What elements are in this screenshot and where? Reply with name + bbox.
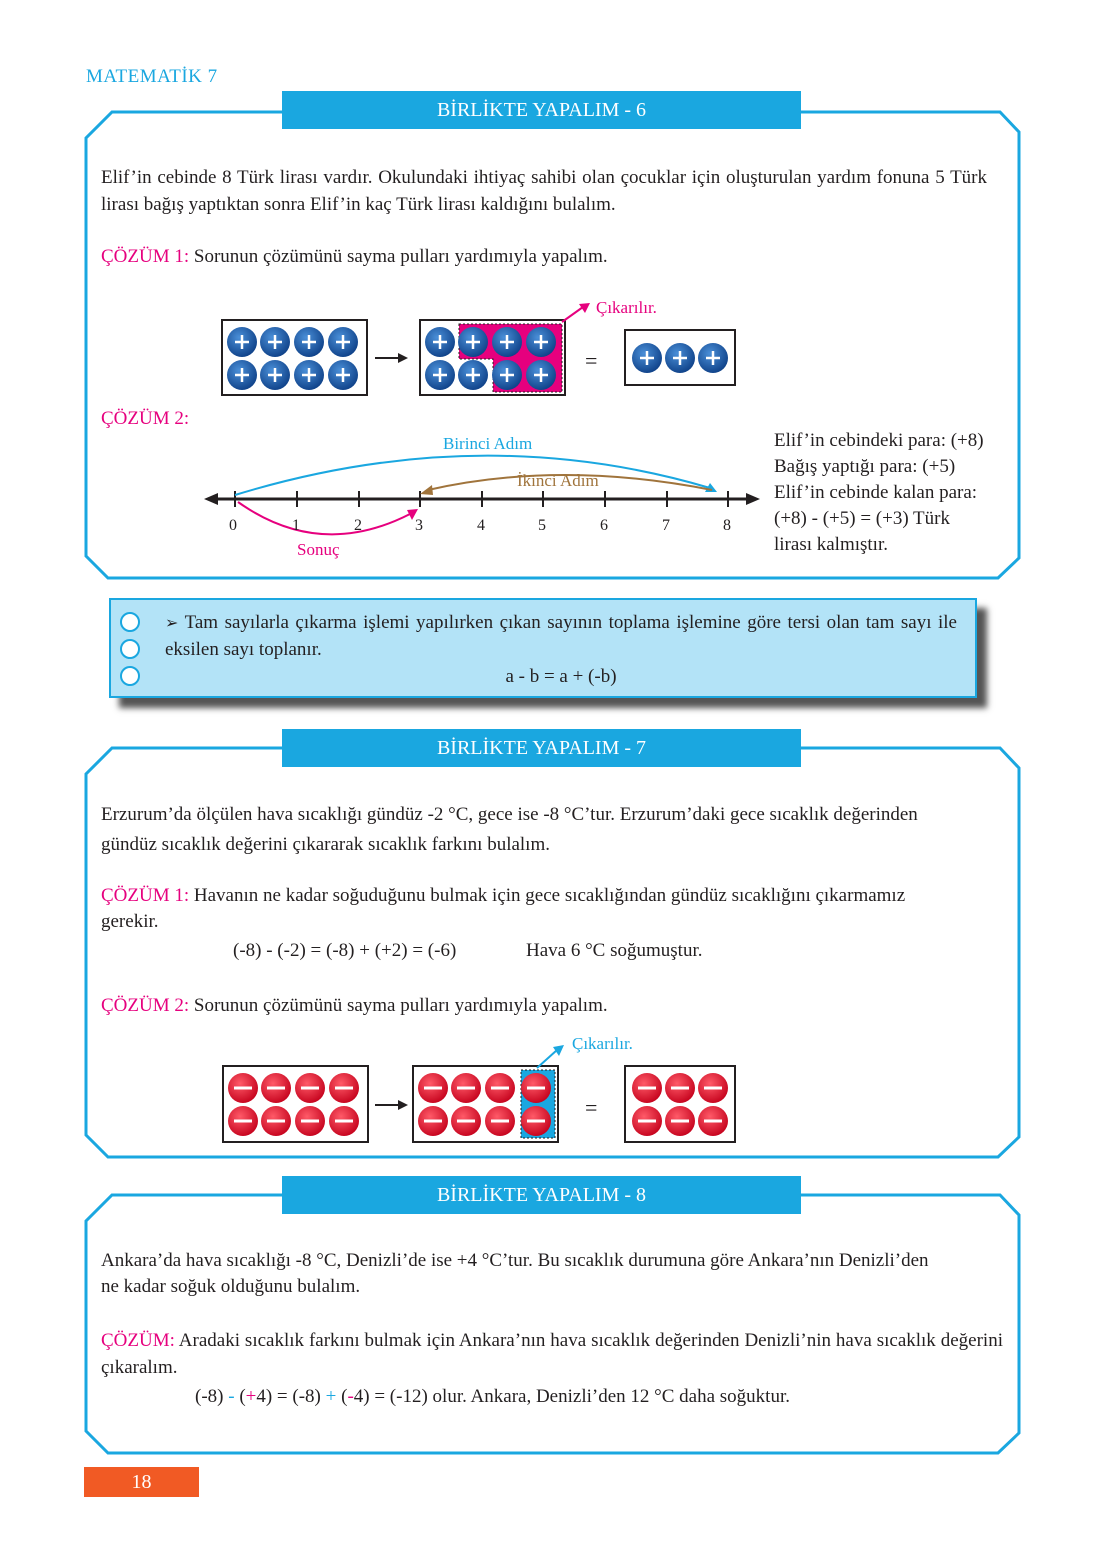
eq-part: 4) = (-8) [256, 1386, 326, 1407]
arrow-head [398, 353, 408, 363]
eq-minus-operator: - [228, 1386, 235, 1407]
ring-icon [120, 639, 140, 659]
tick-label-4: 4 [477, 517, 485, 534]
tick-label-7: 7 [662, 517, 670, 534]
rule-text: Tam sayılarla çıkarma işlemi yapılırken çıkan sayının toplama işlemine göre tersi olan tam sayı ile eksilen sayı toplanır. [165, 612, 957, 660]
eq-part: 4) = (-12) olur. Ankara, Denizli’den 12 °C daha soğuktur. [353, 1386, 790, 1407]
s7-sol2-text: Sorunun çözümünü sayma pulları yardımıyla yapalım. [193, 995, 608, 1016]
tick-label-1: 1 [292, 517, 300, 534]
s7-problem-text: Erzurum’da ölçülen hava sıcaklığı gündüz -2 °C, gece ise -8 °C’tur. Erzurum’daki gece sıcaklık değerinden gündüz sıcaklık değerini çıkararak sıcaklık farkını bulalım. [101, 804, 918, 855]
side-line: Bağış yaptığı para: (+5) [774, 456, 956, 477]
rule-text-block [165, 609, 957, 690]
eq-part: ( [336, 1386, 348, 1407]
eq-minus-sign: - [347, 1386, 354, 1407]
s7-sol2-label: ÇÖZÜM 2: [101, 995, 190, 1016]
tick-label-3: 3 [415, 517, 423, 534]
banner-s6: BİRLİKTE YAPALIM - 6 [282, 91, 801, 129]
left-arrow-head [204, 493, 218, 505]
banner-s8: BİRLİKTE YAPALIM - 8 [282, 1176, 801, 1214]
ring-icon [120, 612, 140, 632]
s8-sol-text: Aradaki sıcaklık farkını bulmak için Ankara’nın hava sıcaklık değerinden Denizli’nin hava sıcaklık değerini çıkaralım. [101, 1330, 1003, 1378]
number-line [200, 440, 760, 560]
side-line: Elif’in cebindeki para: (+8) [774, 430, 984, 451]
second-step-label: İkinci Adım [517, 471, 599, 490]
s8-problem-text: Ankara’da hava sıcaklığı -8 °C, Denizli’de ise +4 °C’tur. Bu sıcaklık durumuna göre Ankara’nın Denizli’den ne kadar soğuk olduğunu bulalım. [101, 1250, 929, 1297]
tick-label-5: 5 [538, 517, 546, 534]
s6-removed-label: Çıkarılır. [596, 298, 657, 317]
s6-sol1-text: Sorunun çözümünü sayma pulları yardımıyla yapalım. [193, 246, 608, 267]
removed-pointer [562, 307, 583, 322]
result-arc [238, 502, 410, 534]
arrow-bullet-icon: ➢ [165, 613, 179, 632]
side-line: (+8) - (+5) = (+3) Türk [774, 508, 950, 529]
blue-chips-3 [632, 343, 728, 373]
s7-chip-diagram [215, 1040, 755, 1150]
rule-formula: a - b = a + (-b) [505, 666, 617, 687]
s6-sol1-label: ÇÖZÜM 1: [101, 246, 190, 267]
s7-equation: (-8) - (-2) = (-8) + (+2) = (-6) [233, 940, 457, 961]
s7-sol1-text: Havanın ne kadar soğuduğunu bulmak için gece sıcaklığından gündüz sıcaklığını çıkarmamız gerekir. [101, 885, 906, 932]
frame-s8 [86, 1195, 1019, 1453]
tick-label-6: 6 [600, 517, 608, 534]
s6-problem-text: Elif’in cebinde 8 Türk lirası vardır. Okulundaki ihtiyaç sahibi olan çocuklar için oluşturulan yardım fonuna 5 Türk lirası bağış yaptıktan sonra Elif’in kaç Türk lirası kaldığını bulalım. [101, 167, 987, 215]
s8-solution [101, 1327, 1003, 1381]
page-number: 18 [84, 1467, 199, 1497]
s6-chip-diagram [215, 295, 755, 405]
eq-plus-operator: + [325, 1386, 337, 1407]
s6-solution1 [101, 243, 801, 270]
tick-label-2: 2 [354, 517, 362, 534]
first-step-arc [235, 456, 710, 495]
arrow-head [398, 1100, 408, 1110]
eq-part: ( [234, 1386, 246, 1407]
side-line: Elif’in cebinde kalan para: [774, 482, 978, 503]
tick-label-8: 8 [723, 517, 731, 534]
eq-plus-sign: + [245, 1386, 257, 1407]
s7-equation-result: Hava 6 °C soğumuştur. [526, 940, 703, 961]
s8-equation [195, 1383, 995, 1410]
s8-sol-label: ÇÖZÜM: [101, 1330, 175, 1351]
side-line: lirası kalmıştır. [774, 534, 888, 555]
tick-label-0: 0 [229, 517, 237, 534]
result-label: Sonuç [297, 540, 340, 559]
s7-sol1-label: ÇÖZÜM 1: [101, 885, 190, 906]
s7-solution1 [101, 883, 931, 935]
s6-sol2-label: ÇÖZÜM 2: [101, 408, 190, 429]
right-arrow-head [746, 493, 760, 505]
first-step-label: Birinci Adım [443, 434, 533, 453]
eq-part: (-8) [195, 1386, 229, 1407]
s7-solution2 [101, 992, 801, 1019]
banner-s7: BİRLİKTE YAPALIM - 7 [282, 729, 801, 767]
s6-side-explanation [774, 428, 1014, 558]
subject-title: MATEMATİK 7 [86, 66, 218, 87]
ring-icon [120, 666, 140, 686]
s6-equals: = [585, 348, 598, 373]
s7-equals: = [585, 1095, 598, 1120]
s7-removed-label: Çıkarılır. [572, 1034, 633, 1053]
